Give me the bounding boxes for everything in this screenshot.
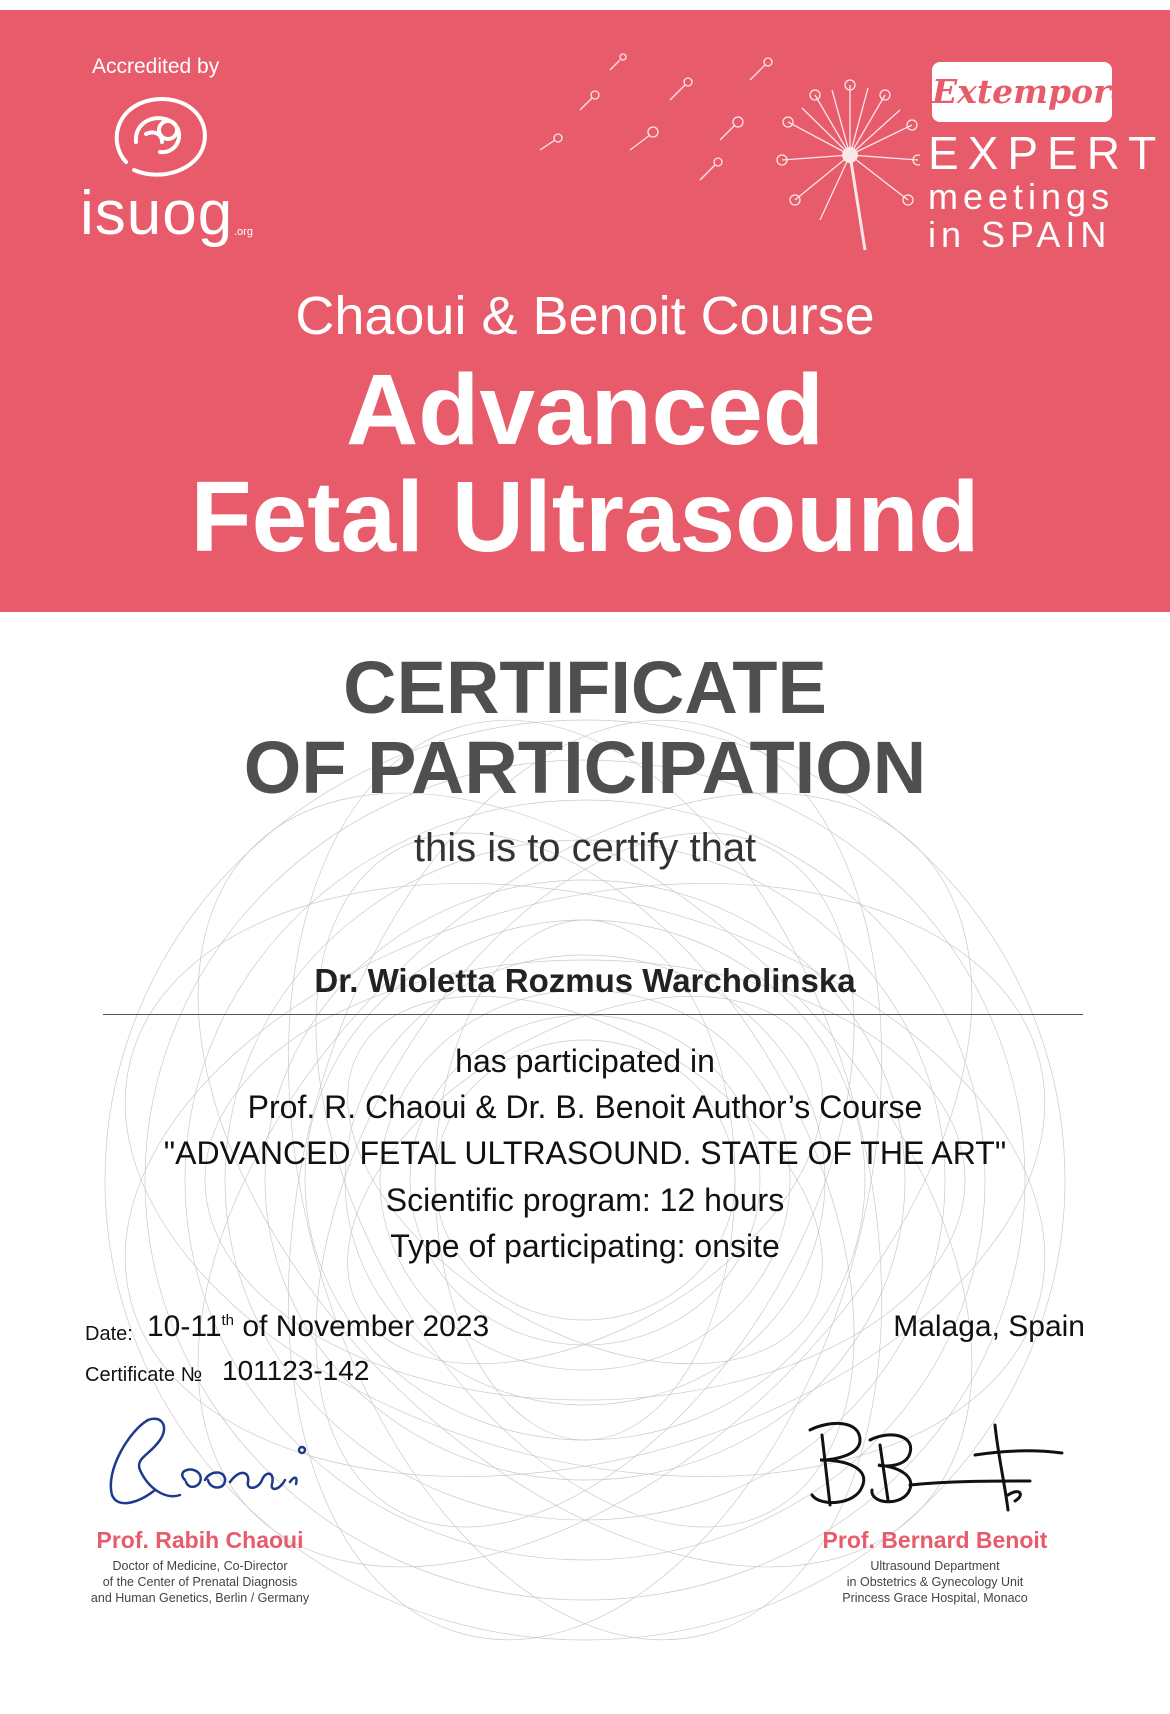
body-line-3: "ADVANCED FETAL ULTRASOUND. STATE OF THE ART" [163, 1135, 1007, 1171]
course-title-line1: Advanced [346, 354, 824, 466]
signer-role-benoit [815, 1558, 1055, 1606]
course-subtitle: Chaoui & Benoit Course [295, 286, 875, 346]
course-title-line2: Fetal Ultrasound [190, 461, 980, 573]
signer-role-line: Ultrasound Department [870, 1559, 1000, 1573]
name-underline [103, 1014, 1083, 1015]
signer-role-line: in Obstetrics & Gynecology Unit [846, 1575, 1024, 1589]
signer-role-line: and Human Genetics, Berlin / Germany [90, 1591, 310, 1605]
expert-meetings-line2: meetings [928, 176, 1115, 217]
certify-intro: this is to certify that [413, 826, 757, 870]
date-value [147, 1310, 489, 1344]
extempore-logo: Extempore [932, 62, 1112, 122]
benoit-signature [800, 1415, 1080, 1515]
date-label: Date: [85, 1323, 133, 1345]
certificate-number: 101123-142 [222, 1355, 370, 1386]
expert-meetings-line3: in SPAIN [928, 214, 1112, 255]
date-suffix: th [221, 1312, 235, 1329]
signer-name-benoit: Prof. Bernard Benoit [822, 1527, 1048, 1553]
body-line-4: Scientific program: 12 hours [385, 1182, 785, 1218]
isuog-fetus-icon [106, 92, 216, 182]
recipient-name: Dr. Wioletta Rozmus Warcholinska [314, 962, 856, 999]
signer-role-line: Princess Grace Hospital, Monaco [842, 1591, 1028, 1605]
body-line-2: Prof. R. Chaoui & Dr. B. Benoit Author’s Course [247, 1089, 923, 1125]
isuog-logo-suffix: .org [234, 226, 253, 238]
signer-role-chaoui [80, 1558, 320, 1606]
signer-role-line: of the Center of Prenatal Diagnosis [102, 1575, 298, 1589]
accredited-label: Accredited by [92, 55, 220, 78]
chaoui-signature [100, 1410, 320, 1520]
location: Malaga, Spain [893, 1310, 1085, 1343]
isuog-logo-text: isuog [80, 179, 234, 248]
certificate-title-line2: OF PARTICIPATION [243, 726, 927, 809]
certificate-number-label: Certificate № [85, 1364, 203, 1386]
certificate-title-line1: CERTIFICATE [343, 646, 827, 729]
date-rest: of November 2023 [234, 1310, 490, 1343]
date-day: 10-11 [147, 1310, 222, 1343]
signer-name-chaoui: Prof. Rabih Chaoui [96, 1527, 304, 1553]
dandelion-illustration [520, 40, 920, 260]
body-line-5: Type of participating: onsite [390, 1228, 780, 1264]
expert-meetings-line1: EXPERT [928, 127, 1166, 179]
signer-role-line: Doctor of Medicine, Co-Director [112, 1559, 288, 1573]
body-line-1: has participated in [455, 1043, 715, 1079]
